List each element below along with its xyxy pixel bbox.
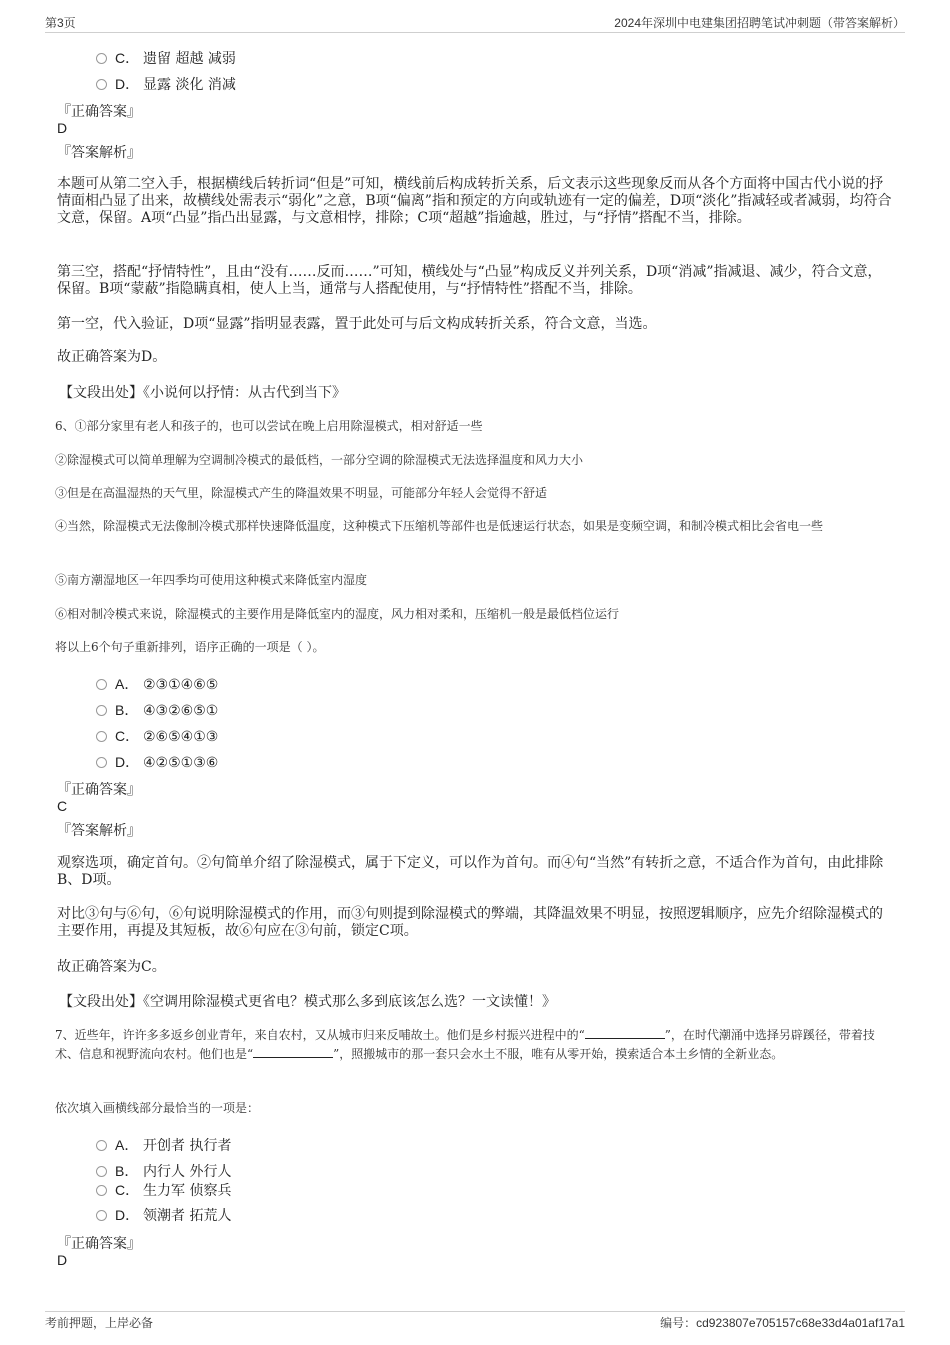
q6-analysis-p1: 观察选项，确定首句。②句简单介绍了除湿模式，属于下定义，可以作为首句。而④句“当然”有转折之意，不适合作为首句，由此排除B、D项。 bbox=[57, 855, 884, 888]
radio-icon[interactable] bbox=[96, 1140, 107, 1151]
q7-option-a[interactable] bbox=[96, 1135, 231, 1155]
q6-stem-6: ⑥相对制冷模式来说，除湿模式的主要作用是降低室内的湿度，风力相对柔和，压缩机一般是最低档位运行 bbox=[55, 607, 620, 621]
q6-prompt: 将以上6个句子重新排列，语序正确的一项是（ ）。 bbox=[55, 640, 325, 654]
q7-answer: D bbox=[57, 1252, 68, 1268]
q5-option-c[interactable] bbox=[96, 48, 236, 68]
q6-stem-3: ③但是在高温湿热的天气里，除湿模式产生的降温效果不明显，可能部分年轻人会觉得不舒适 bbox=[55, 486, 548, 500]
option-letter: B． bbox=[115, 702, 139, 718]
q7-prompt: 依次填入画横线部分最恰当的一项是： bbox=[55, 1101, 260, 1115]
option-text: 领潮者 拓荒人 bbox=[143, 1208, 232, 1224]
footer-divider bbox=[45, 1311, 905, 1312]
fill-blank-2 bbox=[253, 1045, 333, 1058]
radio-icon[interactable] bbox=[96, 1210, 107, 1221]
option-letter: C． bbox=[115, 728, 140, 744]
q6-option-a[interactable] bbox=[96, 674, 218, 694]
q5-analysis-p4: 故正确答案为D。 bbox=[57, 349, 167, 365]
q5-analysis-label: 『答案解析』 bbox=[57, 145, 141, 161]
q6-answer-label: 『正确答案』 bbox=[57, 782, 141, 798]
q7-option-c[interactable] bbox=[96, 1180, 231, 1200]
q5-analysis-p2: 第三空，搭配“抒情特性”，且由“没有……反而……”可知，横线处与“凸显”构成反义并列关系，D项“消减”指减退、减少，符合文意，保留。B项“蒙蔽”指隐瞒真相，使人上当，通常与人搭配使用，与“抒情特性”搭配不当，排除。 bbox=[57, 264, 882, 297]
q7-stem-part-2: ”，在时代潮涌中选择另辟蹊径，带着技术、信息和视野流向农村。他们也是“ bbox=[55, 1028, 875, 1061]
q5-source: 【文段出处】《小说何以抒情：从古代到当下》 bbox=[59, 385, 346, 401]
q7-option-b[interactable] bbox=[96, 1161, 231, 1181]
option-text: ④③②⑥⑤① bbox=[143, 703, 219, 719]
header-divider bbox=[45, 32, 905, 33]
footer-slogan: 考前押题，上岸必备 bbox=[45, 1316, 154, 1330]
q5-analysis-p1: 本题可从第二空入手，根据横线后转折词“但是”可知，横线前后构成转折关系，后文表示这些现象反而从各个方面将中国古代小说的抒情面相凸显了出来，故横线处需表示“弱化”之意，B项“偏离”指和预定的方向或轨迹有一定的偏差，D项“淡化”指减轻或者减弱，均符合文意，保留。A项“凸显”指凸出显露，与文意相悖，排除；C项“超越”指逾越，胜过，与“抒情”搭配不当，排除。 bbox=[57, 176, 892, 226]
fill-blank-1 bbox=[585, 1026, 665, 1039]
q5-analysis-p3: 第一空，代入验证，D项“显露”指明显表露，置于此处可与后文构成转折关系，符合文意，当选。 bbox=[57, 316, 657, 332]
option-letter: C． bbox=[115, 50, 140, 66]
radio-icon[interactable] bbox=[96, 731, 107, 742]
q5-answer: D bbox=[57, 120, 68, 136]
document-title: 2024年深圳中电建集团招聘笔试冲刺题（带答案解析） bbox=[614, 16, 905, 30]
q6-stem-1: 6、①部分家里有老人和孩子的，也可以尝试在晚上启用除湿模式，相对舒适一些 bbox=[55, 419, 483, 433]
q6-answer: C bbox=[57, 798, 68, 814]
q6-option-b[interactable] bbox=[96, 700, 218, 720]
q7-answer-label: 『正确答案』 bbox=[57, 1236, 141, 1252]
q6-option-c[interactable] bbox=[96, 726, 218, 746]
option-text: 内行人 外行人 bbox=[143, 1164, 232, 1180]
q6-stem-5: ⑤南方潮湿地区一年四季均可使用这种模式来降低室内湿度 bbox=[55, 573, 368, 587]
radio-icon[interactable] bbox=[96, 1185, 107, 1196]
radio-icon[interactable] bbox=[96, 679, 107, 690]
option-letter: A． bbox=[115, 1137, 139, 1153]
option-letter: B． bbox=[115, 1163, 139, 1179]
q6-analysis-p2: 对比③句与⑥句，⑥句说明除湿模式的作用，而③句则提到除湿模式的弊端，其降温效果不明显，按照逻辑顺序，应先介绍除湿模式的主要作用，再提及其短板，故⑥句应在③句前，锁定C项。 bbox=[57, 906, 883, 939]
page-number: 第3页 bbox=[45, 16, 76, 30]
radio-icon[interactable] bbox=[96, 705, 107, 716]
q7-stem bbox=[55, 1026, 895, 1064]
option-letter: D． bbox=[115, 1207, 140, 1223]
q6-option-d[interactable] bbox=[96, 752, 218, 772]
option-text: ④②⑤①③⑥ bbox=[143, 755, 219, 771]
q7-option-d[interactable] bbox=[96, 1205, 231, 1225]
q6-stem-4: ④当然，除湿模式无法像制冷模式那样快速降低温度，这种模式下压缩机等部件也是低速运行状态，如果是变频空调，和制冷模式相比会省电一些 bbox=[55, 519, 824, 533]
option-letter: D． bbox=[115, 76, 140, 92]
radio-icon[interactable] bbox=[96, 757, 107, 768]
option-text: 显露 淡化 消减 bbox=[143, 77, 236, 93]
footer-code-label: 编号： bbox=[660, 1316, 697, 1330]
q6-source: 【文段出处】《空调用除湿模式更省电？模式那么多到底该怎么选？一文读懂！》 bbox=[59, 994, 556, 1010]
q6-stem-2: ②除湿模式可以简单理解为空调制冷模式的最低档，一部分空调的除湿模式无法选择温度和风力大小 bbox=[55, 453, 584, 467]
q5-answer-label: 『正确答案』 bbox=[57, 104, 141, 120]
option-text: 生力军 侦察兵 bbox=[143, 1183, 232, 1199]
option-text: ②⑥⑤④①③ bbox=[143, 729, 219, 745]
q6-analysis-p3: 故正确答案为C。 bbox=[57, 959, 166, 975]
option-letter: D． bbox=[115, 754, 140, 770]
radio-icon[interactable] bbox=[96, 79, 107, 90]
q6-analysis-label: 『答案解析』 bbox=[57, 823, 141, 839]
q5-option-d[interactable] bbox=[96, 74, 236, 94]
radio-icon[interactable] bbox=[96, 1166, 107, 1177]
option-letter: C． bbox=[115, 1182, 140, 1198]
option-letter: A． bbox=[115, 676, 139, 692]
footer-code bbox=[660, 1314, 905, 1331]
q7-stem-part-3: ”，照搬城市的那一套只会水土不服，唯有从零开始，摸索适合本土乡情的全新业态。 bbox=[333, 1047, 784, 1061]
q7-stem-part-1: 7、近些年，许许多多返乡创业青年，来自农村，又从城市归来反哺故土。他们是乡村振兴进程中的“ bbox=[55, 1028, 585, 1042]
footer-code-value: cd923807e705157c68e33d4a01af17a1 bbox=[696, 1316, 905, 1330]
option-text: 开创者 执行者 bbox=[143, 1138, 232, 1154]
option-text: ②③①④⑥⑤ bbox=[143, 677, 219, 693]
option-text: 遗留 超越 减弱 bbox=[143, 51, 236, 67]
radio-icon[interactable] bbox=[96, 53, 107, 64]
